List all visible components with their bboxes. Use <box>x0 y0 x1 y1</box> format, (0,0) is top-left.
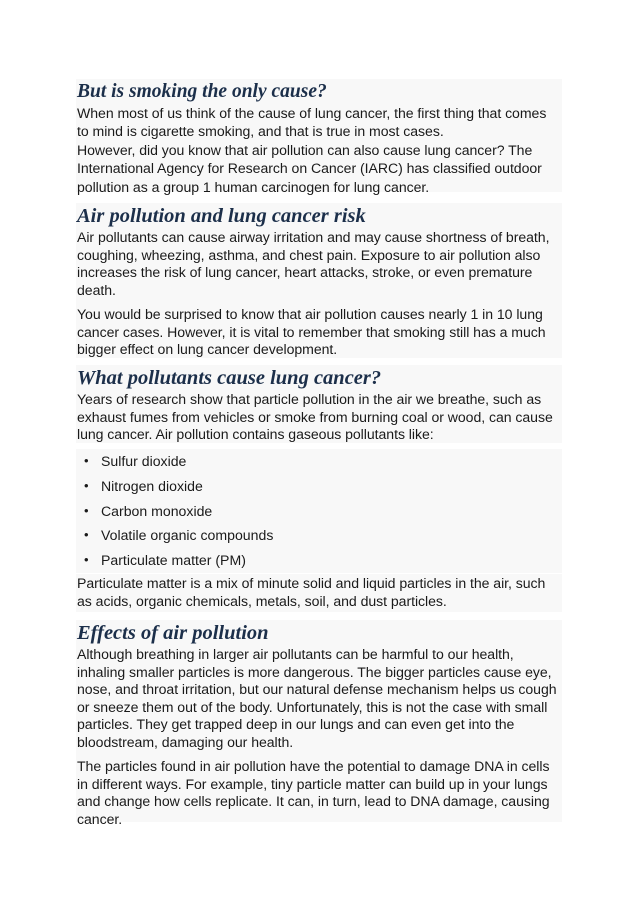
list-item-label: Volatile organic compounds <box>101 527 274 544</box>
section-paragraph: The particles found in air pollution have the potential to damage DNA in cells in different ways. For example, tiny particle matter can build up in your lungs and change how cells replicate. It can, in turn, lead to DNA damage, causing cancer. <box>77 758 550 827</box>
section-heading: Effects of air pollution <box>77 622 269 644</box>
list-item <box>77 449 562 474</box>
bullet-icon: • <box>84 552 89 568</box>
section-paragraph: Although breathing in larger air pollutants can be harmful to our health, inhaling smaller particles is more dangerous. The bigger particles cause eye, nose, and throat irritation, but our natural defense mechanism helps us cough or sneeze them out of the body. Unfortunately, this is not the case with small particles. They get trapped deep in our lungs and can even get into the bloodstream, damaging our health. <box>77 646 557 750</box>
bullet-list <box>77 449 562 573</box>
section-paragraph: When most of us think of the cause of lung cancer, the first thing that comes to mind is cigarette smoking, and that is true in most cases. However, did you know that air pollution can also cause lung cancer? The International Agency for Research on Cancer (IARC) has classified outdoor pollution as a group 1 human carcinogen for lung cancer. <box>77 105 547 195</box>
pollutant-list <box>76 449 562 573</box>
section-heading: Air pollution and lung cancer risk <box>77 205 366 227</box>
section-heading: But is smoking the only cause? <box>77 81 327 102</box>
bullet-icon: • <box>84 502 89 518</box>
list-item <box>77 499 562 524</box>
section-paragraph: Particulate matter is a mix of minute solid and liquid particles in the air, such as acids, organic chemicals, metals, soil, and dust particles. <box>77 575 546 609</box>
section-pollutants <box>76 365 562 443</box>
list-item-label: Carbon monoxide <box>101 502 213 519</box>
bullet-icon: • <box>84 527 89 543</box>
list-item-label: Sulfur dioxide <box>101 453 187 469</box>
section-paragraph: Air pollutants can cause airway irritation and may cause shortness of breath, coughing, wheezing, asthma, and chest pain. Exposure to air pollution also increases the risk of lung cancer, heart attacks, stroke, or even premature death. <box>77 229 550 298</box>
list-item <box>77 548 562 573</box>
list-item-label: Particulate matter (PM) <box>101 552 246 569</box>
bullet-icon: • <box>84 477 89 493</box>
section-air-pollution-risk <box>76 203 562 358</box>
section-paragraph: Years of research show that particle pollution in the air we breathe, such as exhaust fumes from vehicles or smoke from burning coal or wood, can cause lung cancer. Air pollution contains gaseous pollutants like: <box>77 391 553 442</box>
list-item <box>77 523 562 548</box>
section-paragraph: You would be surprised to know that air pollution causes nearly 1 in 10 lung cancer cases. However, it is vital to remember that smoking still has a much bigger effect on lung cancer development. <box>77 306 546 357</box>
bullet-icon: • <box>84 453 89 468</box>
section-smoking-cause <box>76 79 562 195</box>
particulate-matter-note <box>76 574 562 612</box>
list-item-label: Nitrogen dioxide <box>101 477 203 494</box>
list-item <box>77 474 562 499</box>
section-heading: What pollutants cause lung cancer? <box>77 367 382 389</box>
section-effects <box>76 620 562 827</box>
